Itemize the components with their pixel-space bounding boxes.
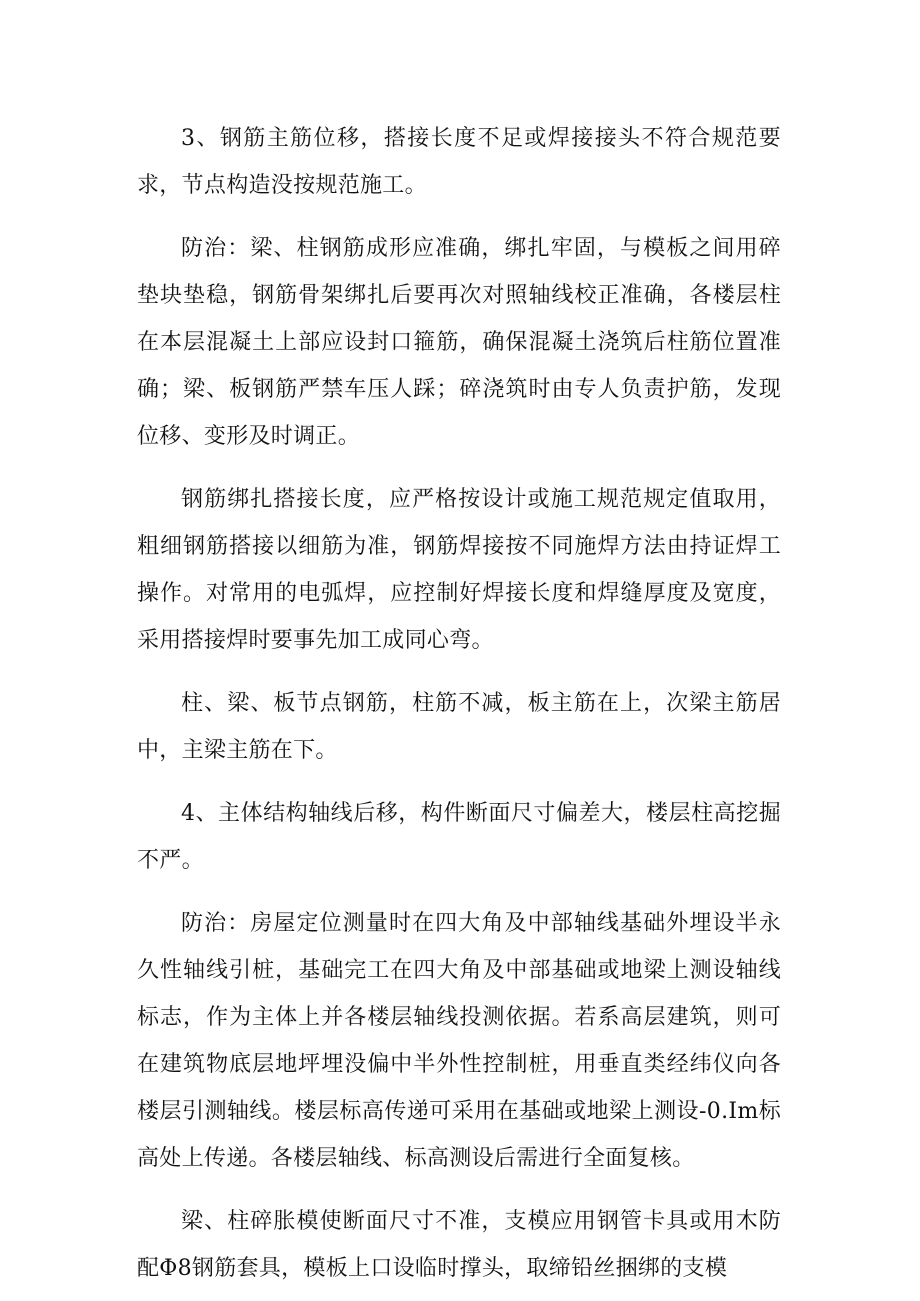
paragraph: 梁、柱碎胀模使断面尺寸不准，支模应用钢管卡具或用木防配Φ8钢筋套具，模板上口设临时撑头，取缔铅丝捆绑的支模 xyxy=(137,1209,781,1281)
paragraph: 柱、梁、板节点钢筋，柱筋不减，板主筋在上，次梁主筋居中，主梁主筋在下。 xyxy=(137,691,781,763)
paragraph: 钢筋绑扎搭接长度，应严格按设计或施工规范规定值取用，粗细钢筋搭接以细筋为准，钢筋焊接按不同施焊方法由持证焊工操作。对常用的电弧焊，应控制好焊接长度和焊缝厚度及宽度，采用搭接焊时要事先加工成同心弯。 xyxy=(137,487,781,653)
paragraph: 防治：梁、柱钢筋成形应准确，绑扎牢固，与模板之间用碎垫块垫稳，钢筋骨架绑扎后要再次对照轴线校正准确，各楼层柱在本层混凝土上部应设封口箍筋，确保混凝土浇筑后柱筋位置准确；梁、板钢筋严禁车压人踩；碎浇筑时由专人负责护筋，发现位移、变形及时调正。 xyxy=(137,236,781,449)
paragraph: 4、主体结构轴线后移，构件断面尺寸偏差大，楼层柱高挖掘不严。 xyxy=(137,801,781,873)
document-body xyxy=(137,115,781,1292)
paragraph: 防治：房屋定位测量时在四大角及中部轴线基础外埋设半永久性轴线引桩，基础完工在四大角及中部基础或地梁上测设轴线标志，作为主体上并各楼层轴线投测依据。若系高层建筑，则可在建筑物底层地坪埋没偏中半外性控制桩，用垂直类经纬仪向各楼层引测轴线。楼层标高传递可采用在基础或地梁上测设-0.Im标高处上传递。各楼层轴线、标高测设后需进行全面复核。 xyxy=(137,911,781,1171)
paragraph: 3、钢筋主筋位移，搭接长度不足或焊接接头不符合规范要求，节点构造没按规范施工。 xyxy=(137,126,781,198)
